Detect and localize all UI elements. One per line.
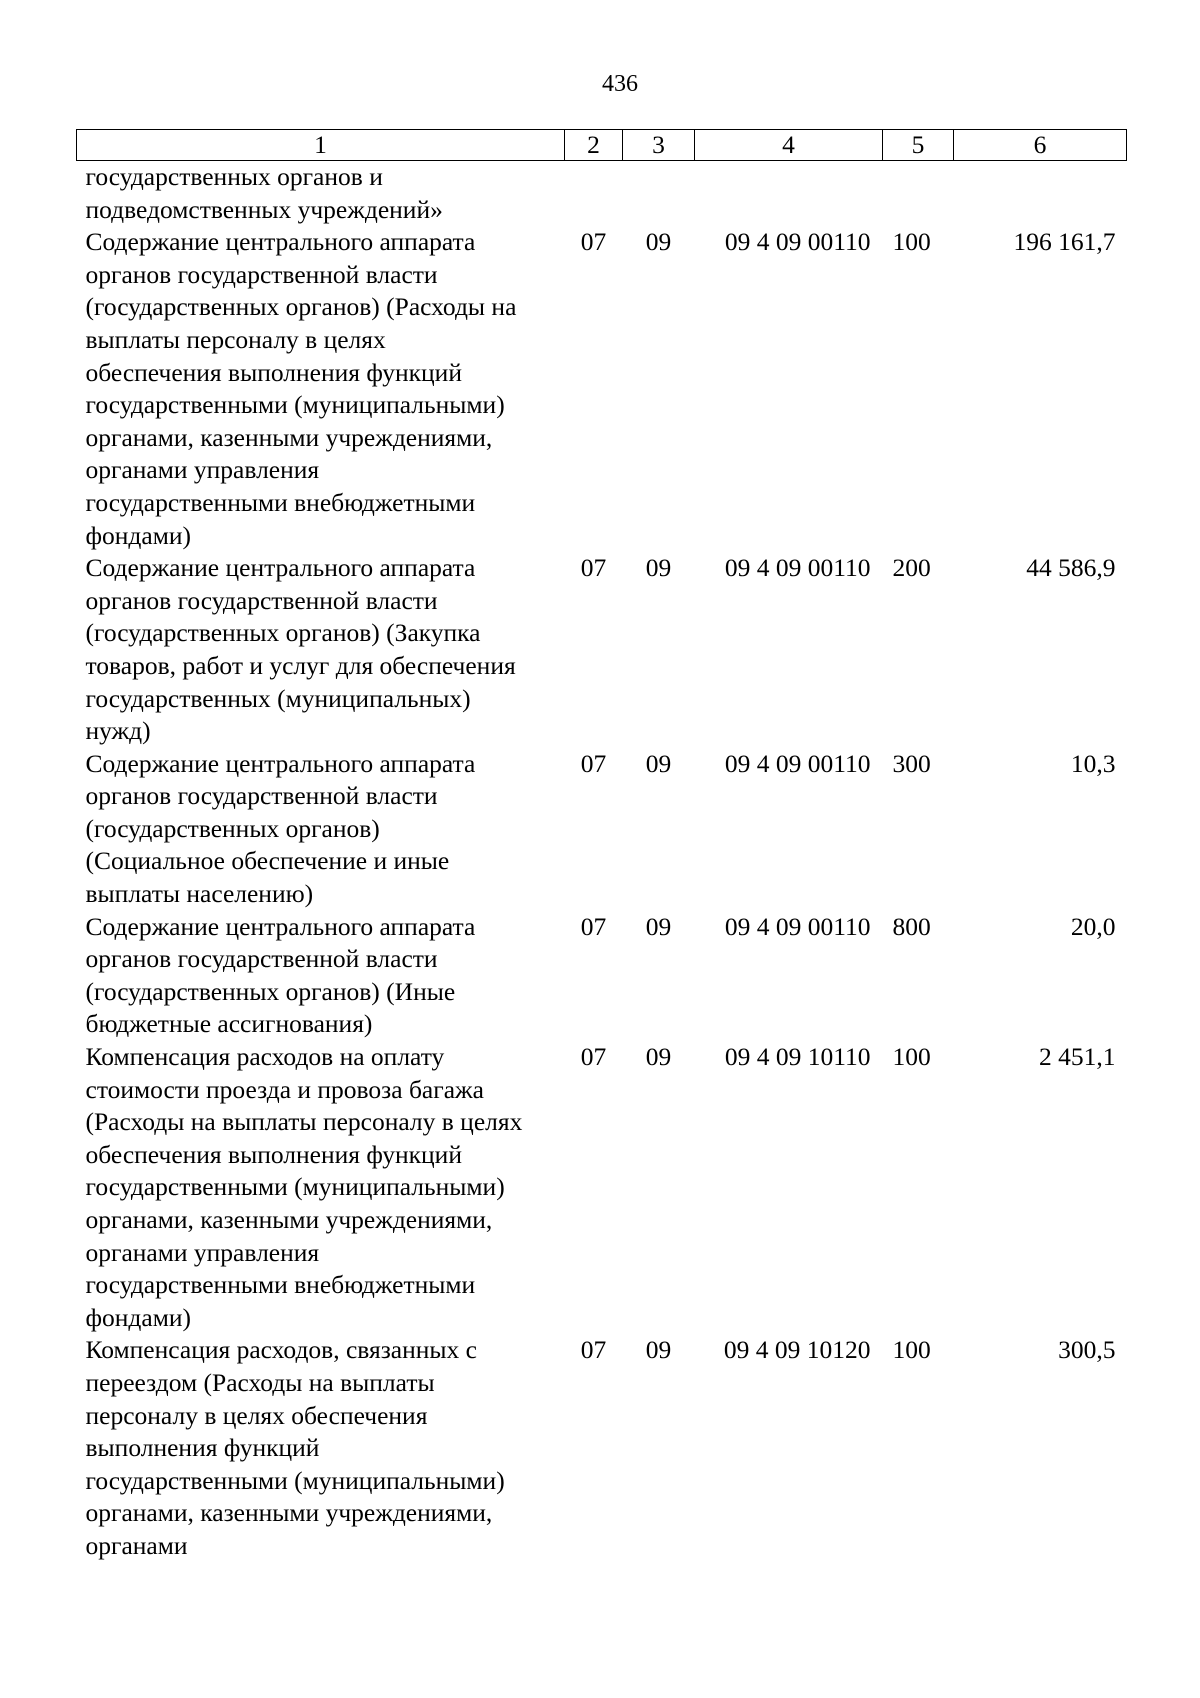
table-row: [77, 161, 1127, 227]
row-target-article: 09 4 09 00110: [724, 553, 871, 583]
table-row: [77, 552, 1127, 748]
row-expense-type: 300: [892, 748, 931, 778]
column-header-subsection: 3: [623, 130, 695, 161]
page-number: 436: [602, 71, 638, 97]
row-amount: 20,0: [1070, 911, 1116, 941]
row-expense-type: 100: [892, 227, 931, 257]
row-target-article: 09 4 09 00110: [724, 911, 871, 941]
column-header-section: 2: [565, 130, 623, 161]
row-section: 07: [580, 553, 607, 583]
row-amount: 300,5: [1058, 1335, 1116, 1365]
row-amount: 2 451,1: [1039, 1042, 1116, 1072]
column-header-amount: 6: [954, 130, 1127, 161]
row-name: Содержание центрального аппарата органов государственной власти (государственных органов) (Расходы на выплаты персоналу в целях обеспечения выполнения функций государственными (муниципальными) органами, казенными учреждениями, органами управления государственными внебюджетными фондами): [85, 227, 517, 550]
row-target-article: 09 4 09 10120: [723, 1335, 871, 1365]
table-row: [77, 226, 1127, 552]
row-subsection: 09: [645, 227, 672, 257]
row-target-article: 09 4 09 00110: [724, 748, 871, 778]
row-subsection: [623, 161, 695, 227]
row-section: [565, 161, 623, 227]
row-target-article: 09 4 09 10110: [724, 1042, 871, 1072]
row-section: 07: [580, 911, 607, 941]
table-row: [77, 911, 1127, 1041]
column-header-name: 1: [77, 130, 565, 161]
row-amount: 10,3: [1070, 748, 1116, 778]
table-row: [77, 1334, 1127, 1562]
budget-table: [76, 129, 1127, 1563]
row-name-cell: [77, 552, 565, 748]
row-section: 07: [580, 1335, 607, 1365]
row-name-cell: [77, 1041, 565, 1334]
column-header-expense-type: 5: [883, 130, 954, 161]
row-expense-type: 100: [892, 1335, 931, 1365]
row-name: государственных органов и подведомственных учреждений»: [85, 162, 443, 224]
row-name-cell: [77, 226, 565, 552]
row-expense-type: 200: [892, 553, 931, 583]
table-header-row: [77, 130, 1127, 161]
row-subsection: 09: [645, 553, 672, 583]
column-header-target-article: 4: [695, 130, 883, 161]
table-row: [77, 1041, 1127, 1334]
row-expense-type: 100: [892, 1042, 931, 1072]
row-section: 07: [580, 1042, 607, 1072]
row-subsection: 09: [645, 1042, 672, 1072]
row-target-article: 09 4 09 00110: [724, 227, 871, 257]
row-target-article: [695, 161, 883, 227]
row-expense-type: [883, 161, 954, 227]
row-subsection: 09: [645, 1335, 672, 1365]
row-name-cell: [77, 911, 565, 1041]
row-name: Компенсация расходов, связанных с переездом (Расходы на выплаты персоналу в целях обеспечения выполнения функций государственными (муниципальными) органами, казенными учреждениями, органами: [85, 1335, 505, 1560]
row-name-cell: [77, 161, 565, 227]
row-name-cell: [77, 748, 565, 911]
row-subsection: 09: [645, 748, 672, 778]
row-section: 07: [580, 227, 607, 257]
row-subsection: 09: [645, 911, 672, 941]
row-name: Содержание центрального аппарата органов государственной власти (государственных органов) (Иные бюджетные ассигнования): [85, 911, 476, 1039]
table-row: [77, 748, 1127, 911]
row-expense-type: 800: [892, 911, 931, 941]
row-name: Содержание центрального аппарата органов государственной власти (государственных органов) (Закупка товаров, работ и услуг для обеспечения государственных (муниципальных) нужд): [85, 553, 516, 746]
row-amount: 196 161,7: [1013, 227, 1116, 257]
row-name: Содержание центрального аппарата органов государственной власти (государственных органов) (Социальное обеспечение и иные выплаты населению): [85, 748, 476, 909]
row-amount: [954, 161, 1127, 227]
row-name-cell: [77, 1334, 565, 1562]
row-name: Компенсация расходов на оплату стоимости проезда и провоза багажа (Расходы на выплаты персоналу в целях обеспечения выполнения функций государственными (муниципальными) органами, казенными учреждениями, органами управления государственными внебюджетными фондами): [85, 1042, 523, 1332]
row-section: 07: [580, 748, 607, 778]
row-amount: 44 586,9: [1026, 553, 1116, 583]
